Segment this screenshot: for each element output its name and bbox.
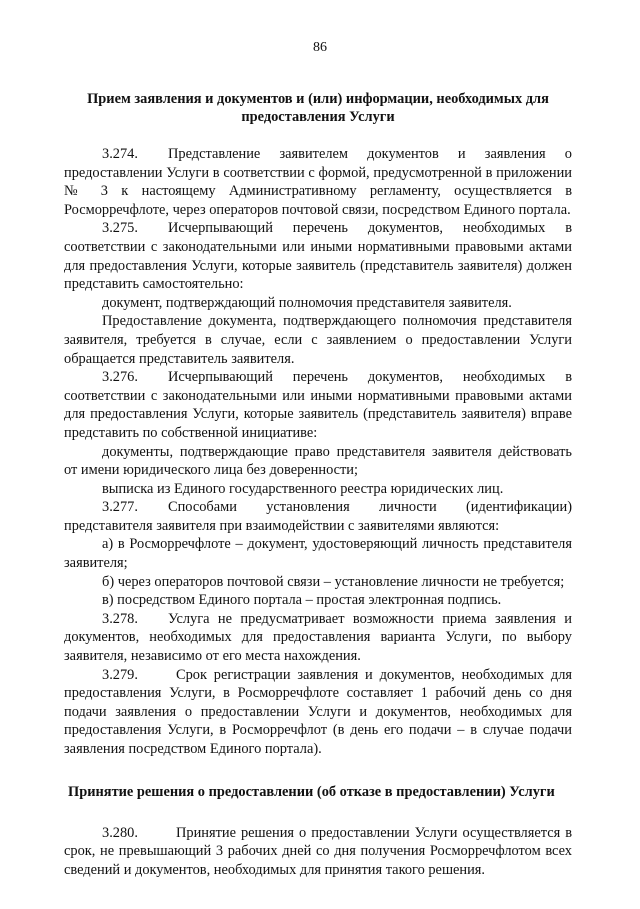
clause-text: Срок регистрации заявления и документов, необходимых для предоставления Услуги, в Росморречфлоте составляет 1 рабочий день со дня подачи заявления о предоставлении Услуги и документов, необходимых для предоставления Услуги, в Росморречфлот (в день его подачи – в случае подачи заявления посредством Единого портала). bbox=[64, 666, 572, 757]
clause-text: Способами установления личности (идентификации) представителя заявителя при взаимодействии с заявителями являются: bbox=[64, 499, 572, 534]
clause-text: Исчерпывающий перечень документов, необходимых в соответствии с законодательными или иными нормативными правовыми актами для предоставления Услуги, которые заявитель (представитель заявителя) должен представить самостоятельно: bbox=[64, 220, 572, 293]
clause-number: 3.280. bbox=[102, 824, 138, 841]
paragraph-documents-right: документы, подтверждающие право представителя заявителя действовать от имени юридического лица без доверенности; bbox=[64, 443, 572, 479]
clause-number: 3.277. bbox=[102, 499, 138, 516]
paragraph-register-extract: выписка из Единого государственного реестра юридических лиц. bbox=[102, 480, 504, 497]
list-item-v: в) посредством Единого портала – простая электронная подпись. bbox=[102, 592, 502, 609]
clause-number: 3.275. bbox=[102, 220, 138, 237]
clause-number: 3.279. bbox=[102, 666, 138, 683]
paragraph-3-276 bbox=[64, 368, 572, 442]
clause-text: Услуга не предусматривает возможности приема заявления и документов, необходимых для предоставления варианта Услуги, по выбору заявителя, независимо от его места нахождения. bbox=[64, 610, 572, 665]
document-content bbox=[64, 90, 572, 879]
paragraph-3-278 bbox=[64, 610, 572, 666]
paragraph-document-authority: документ, подтверждающий полномочия представителя заявителя. bbox=[102, 294, 512, 311]
section-heading-application: Прием заявления и документов и (или) информации, необходимых для предоставления Услуги bbox=[87, 91, 549, 125]
page-number: 86 bbox=[313, 40, 327, 55]
paragraph-3-280 bbox=[64, 824, 572, 880]
clause-text: Представление заявителем документов и заявления о предоставлении Услуги в соответствии с формой, предусмотренной в приложении № 3 к настоящему Административному регламенту, осуществляется в Росморречфлоте, через операторов почтовой связи, посредством Единого портала. bbox=[64, 146, 572, 218]
clause-number: 3.276. bbox=[102, 369, 138, 386]
clause-number: 3.274. bbox=[102, 146, 138, 162]
clause-text: Исчерпывающий перечень документов, необходимых в соответствии с законодательными или иными нормативными правовыми актами для предоставления Услуги, которые заявитель (представитель заявителя) вправе представить по собственной инициативе: bbox=[64, 369, 572, 441]
list-item-a: а) в Росморречфлоте – документ, удостоверяющий личность представителя заявителя; bbox=[64, 536, 572, 572]
list-item-b: б) через операторов почтовой связи – установление личности не требуется; bbox=[102, 573, 565, 590]
clause-number: 3.278. bbox=[102, 610, 138, 627]
paragraph-authority-requirement: Предоставление документа, подтверждающего полномочия представителя заявителя, требуется в случае, если с заявлением о предоставлении Услуги обращается представитель заявителя. bbox=[64, 313, 572, 367]
clause-text: Принятие решения о предоставлении Услуги осуществляется в срок, не превышающий 3 рабочих дней со дня получения Росморречфлотом всех сведений и документов, необходимых для принятия такого решения. bbox=[64, 824, 572, 878]
section-heading-decision: Принятие решения о предоставлении (об отказе в предоставлении) Услуги bbox=[68, 783, 555, 800]
paragraph-3-275 bbox=[64, 219, 572, 293]
paragraph-3-279 bbox=[64, 666, 572, 759]
paragraph-3-277 bbox=[64, 498, 572, 535]
paragraph-3-274 bbox=[64, 145, 572, 219]
